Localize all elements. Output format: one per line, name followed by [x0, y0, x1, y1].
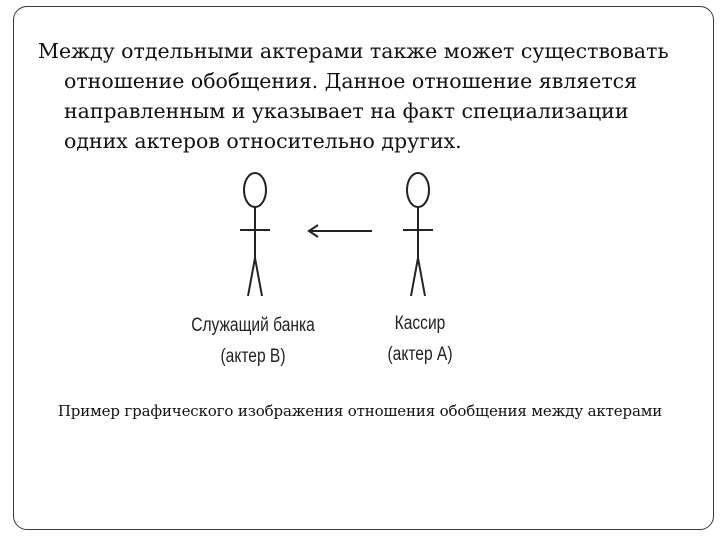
figure-caption: Пример графического изображения отношения обобщения между актерами — [57, 402, 663, 420]
actor-b-right-leg — [255, 258, 262, 296]
actor-b-label — [183, 314, 322, 369]
actor-b-head — [244, 173, 266, 207]
actor-b-figure — [240, 173, 270, 296]
actor-b-left-leg — [248, 258, 255, 296]
actor-a-name: Кассир — [394, 313, 446, 334]
actor-a-head — [407, 173, 429, 207]
paragraph-line: Между отдельными актерами также может существовать — [38, 39, 669, 63]
generalization-arrow — [309, 225, 372, 237]
actor-a-role: (актер A) — [387, 344, 453, 365]
actor-b-name: Служащий банка — [191, 315, 315, 336]
actor-a-figure — [403, 173, 433, 296]
actor-b-role: (актер B) — [220, 346, 286, 367]
paragraph-line: направленным и указывает на факт специализации — [64, 99, 629, 123]
paragraph-line: одних актеров относительно других. — [64, 129, 462, 153]
actor-a-right-leg — [418, 258, 425, 296]
actor-a-left-leg — [411, 258, 418, 296]
paragraph-line: отношение обобщения. Данное отношение является — [64, 69, 638, 93]
actor-a-label — [367, 312, 474, 367]
